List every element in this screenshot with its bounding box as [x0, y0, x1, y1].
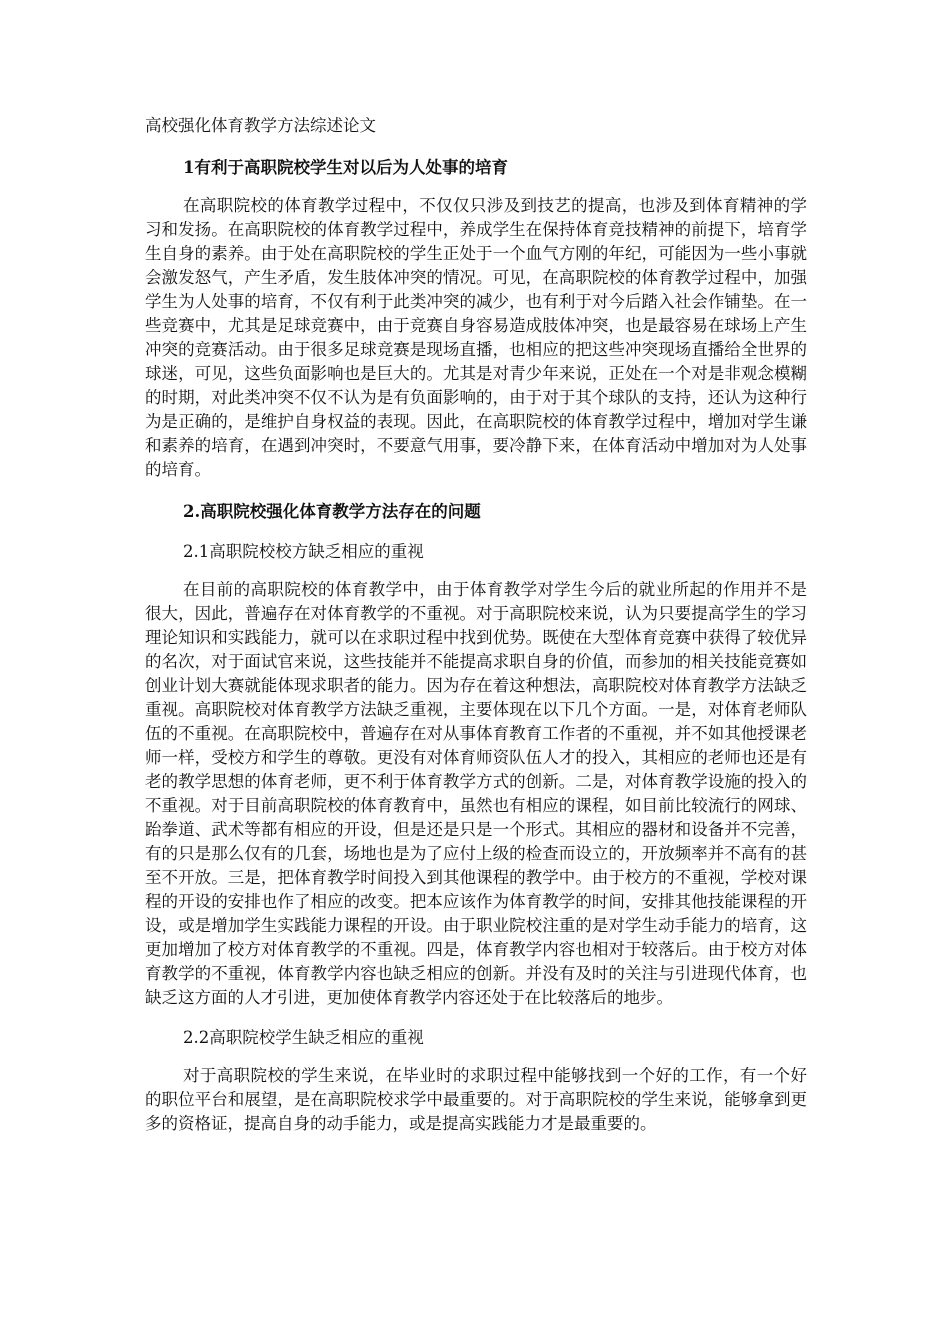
- document-page: [145, 114, 807, 1152]
- section-2-2-paragraph: 对于高职院校的学生来说，在毕业时的求职过程中能够找到一个好的工作，有一个好的职位平台和展望，是在高职院校求学中最重要的。对于高职院校的学生来说，能够拿到更多的资格证，提高自身的动手能力，或是提高实践能力才是最重要的。: [145, 1066, 807, 1133]
- section-2-1-heading: 2.1高职院校校方缺乏相应的重视: [183, 542, 424, 561]
- section-2-2-heading: 2.2高职院校学生缺乏相应的重视: [183, 1028, 424, 1047]
- section-1-heading: 1有利于高职院校学生对以后为人处事的培育: [183, 158, 508, 177]
- section-2-1-paragraph: 在目前的高职院校的体育教学中，由于体育教学对学生今后的就业所起的作用并不是很大，因此，普遍存在对体育教学的不重视。对于高职院校来说，认为只要提高学生的学习理论知识和实践能力，就可以在求职过程中找到优势。既使在大型体育竞赛中获得了较优异的名次，对于面试官来说，这些技能并不能提高求职自身的价值，而参加的相关技能竞赛如创业计划大赛就能体现求职者的能力。因为存在着这种想法，高职院校对体育教学方法缺乏重视。高职院校对体育教学方法缺乏重视，主要体现在以下几个方面。一是，对体育老师队伍的不重视。在高职院校中，普遍存在对从事体育教育工作者的不重视，并不如其他授课老师一样，受校方和学生的尊敬。更没有对体育师资队伍人才的投入，其相应的老师也还是有老的教学思想的体育老师，更不利于体育教学方式的创新。二是，对体育教学设施的投入的不重视。对于目前高职院校的体育教育中，虽然也有相应的课程，如目前比较流行的网球、跆拳道、武术等都有相应的开设，但是还是只是一个形式。其相应的器材和设备并不完善，有的只是那么仅有的几套，场地也是为了应付上级的检查而设立的，开放频率并不高有的甚至不开放。三是，把体育教学时间投入到其他课程的教学中。由于校方的不重视，学校对课程的开设的安排也作了相应的改变。把本应该作为体育教学的时间，安排其他技能课程的开设，或是增加学生实践能力课程的开设。由于职业院校注重的是对学生动手能力的培育，这更加增加了校方对体育教学的不重视。四是，体育教学内容也相对于较落后。由于校方对体育教学的不重视，体育教学内容也缺乏相应的创新。并没有及时的关注与引进现代体育，也缺乏这方面的人才引进，更加使体育教学内容还处于在比较落后的地步。: [145, 580, 807, 1007]
- section-1-paragraph: 在高职院校的体育教学过程中，不仅仅只涉及到技艺的提高，也涉及到体育精神的学习和发扬。在高职院校的体育教学过程中，养成学生在保持体育竞技精神的前提下，培育学生自身的素养。由于处在高职院校的学生正处于一个血气方刚的年纪，可能因为一些小事就会激发怒气，产生矛盾，发生肢体冲突的情况。可见，在高职院校的体育教学过程中，加强学生为人处事的培育，不仅有利于此类冲突的减少，也有利于对今后踏入社会作铺垫。在一些竞赛中，尤其是足球竞赛中，由于竞赛自身容易造成肢体冲突，也是最容易在球场上产生冲突的竞赛活动。由于很多足球竞赛是现场直播，也相应的把这些冲突现场直播给全世界的球迷，可见，这些负面影响也是巨大的。尤其是对青少年来说，正处在一个对是非观念模糊的时期，对此类冲突不仅不认为是有负面影响的，由于对于其个球队的支持，还认为这种行为是正确的，是维护自身权益的表现。因此，在高职院校的体育教学过程中，增加对学生谦和素养的培育，在遇到冲突时，不要意气用事，要冷静下来，在体育活动中增加对为人处事的培育。: [145, 196, 807, 479]
- document-title: 高校强化体育教学方法综述论文: [145, 116, 376, 135]
- section-2-heading: 2.高职院校强化体育教学方法存在的问题: [183, 502, 481, 521]
